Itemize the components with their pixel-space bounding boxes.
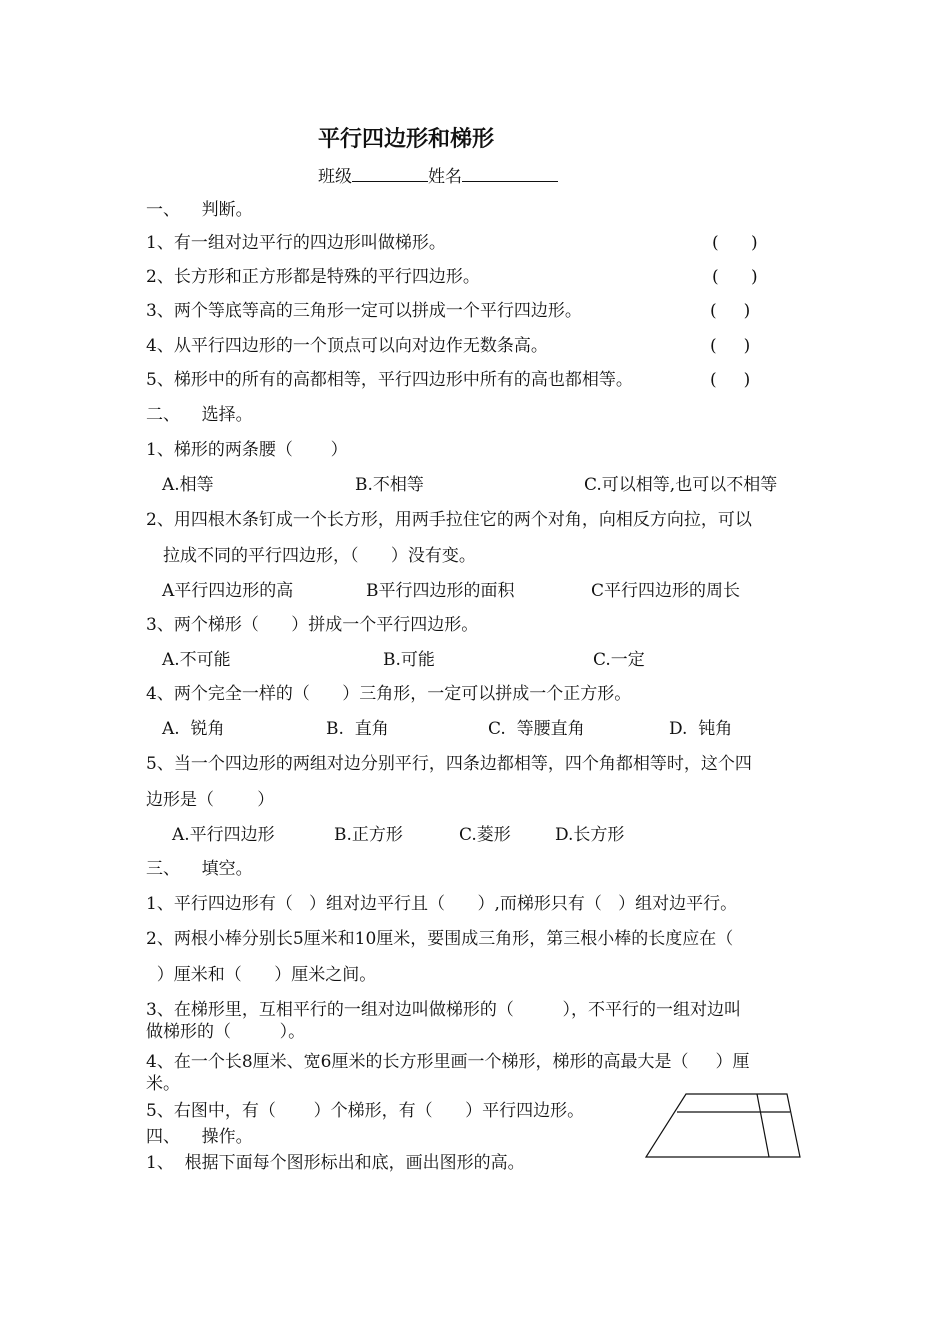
judge-question-4: 4、从平行四边形的一个顶点可以向对边作无数条高。 xyxy=(146,336,548,356)
judge-question-3: 3、两个等底等高的三角形一定可以拼成一个平行四边形。 xyxy=(146,301,582,321)
operation-question-1: 1、 根据下面每个图形标出和底，画出图形的高。 xyxy=(146,1153,525,1173)
trapezoid-figure xyxy=(640,1090,810,1162)
class-label: 班级 xyxy=(318,167,352,187)
choice-1-option-c[interactable]: C.可以相等,也可以不相等 xyxy=(584,475,778,495)
fill-question-1: 1、平行四边形有（ ）组对边平行且（ ）,而梯形只有（ ）组对边平行。 xyxy=(146,894,738,914)
page-title: 平行四边形和梯形 xyxy=(318,127,495,152)
name-blank[interactable] xyxy=(462,163,558,182)
choice-5-option-c[interactable]: C.菱形 xyxy=(459,825,511,845)
section-2-heading: 二、 选择。 xyxy=(146,405,253,425)
fill-question-4-line-1: 4、在一个长8厘米、宽6厘米的长方形里画一个梯形，梯形的高最大是（ ）厘 xyxy=(146,1052,750,1072)
fill-question-3-line-2: 做梯形的（ ）。 xyxy=(146,1022,306,1042)
choice-3-option-c[interactable]: C.一定 xyxy=(593,650,645,670)
judge-answer-5[interactable]: ( ) xyxy=(710,370,751,390)
fill-question-2-line-2: ）厘米和（ ）厘米之间。 xyxy=(146,965,377,985)
fill-question-4-line-2: 米。 xyxy=(146,1074,180,1094)
student-info-line xyxy=(318,163,558,188)
fill-question-3-line-1: 3、在梯形里，互相平行的一组对边叫做梯形的（ ），不平行的一组对边叫 xyxy=(146,1000,741,1020)
choice-question-3: 3、两个梯形（ ）拼成一个平行四边形。 xyxy=(146,615,479,635)
choice-3-option-b[interactable]: B.可能 xyxy=(383,650,435,670)
slanted-divider xyxy=(757,1094,769,1157)
section-3-heading: 三、 填空。 xyxy=(146,859,253,879)
choice-4-option-a[interactable]: A. 锐角 xyxy=(162,719,225,739)
choice-question-5-line-1: 5、当一个四边形的两组对边分别平行，四条边都相等，四个角都相等时，这个四 xyxy=(146,754,752,774)
judge-answer-4[interactable]: ( ) xyxy=(710,336,751,356)
fill-question-5: 5、右图中，有（ ）个梯形，有（ ）平行四边形。 xyxy=(146,1101,585,1121)
judge-answer-3[interactable]: ( ) xyxy=(710,301,751,321)
name-label: 姓名 xyxy=(428,167,462,187)
choice-3-option-a[interactable]: A.不可能 xyxy=(162,650,231,670)
choice-2-option-c[interactable]: C平行四边形的周长 xyxy=(591,581,741,601)
fill-question-2-line-1: 2、两根小棒分别长5厘米和10厘米，要围成三角形，第三根小棒的长度应在（ xyxy=(146,929,734,949)
section-1-heading: 一、 判断。 xyxy=(146,200,253,220)
choice-4-option-d[interactable]: D. 钝角 xyxy=(669,719,733,739)
judge-question-1: 1、有一组对边平行的四边形叫做梯形。 xyxy=(146,233,446,253)
outer-trapezoid xyxy=(646,1094,800,1157)
choice-1-option-b[interactable]: B.不相等 xyxy=(355,475,424,495)
judge-answer-2[interactable]: ( ) xyxy=(712,267,758,287)
choice-5-option-a[interactable]: A.平行四边形 xyxy=(172,825,275,845)
judge-answer-1[interactable]: ( ) xyxy=(712,233,758,253)
choice-question-1: 1、梯形的两条腰（ ） xyxy=(146,440,348,460)
class-blank[interactable] xyxy=(352,163,428,182)
choice-4-option-c[interactable]: C. 等腰直角 xyxy=(488,719,585,739)
judge-question-2: 2、长方形和正方形都是特殊的平行四边形。 xyxy=(146,267,480,287)
choice-question-4: 4、两个完全一样的（ ）三角形，一定可以拼成一个正方形。 xyxy=(146,684,632,704)
section-4-heading: 四、 操作。 xyxy=(146,1127,253,1147)
choice-1-option-a[interactable]: A.相等 xyxy=(162,475,214,495)
choice-2-option-b[interactable]: B平行四边形的面积 xyxy=(366,581,515,601)
choice-question-2-line-1: 2、用四根木条钉成一个长方形，用两手拉住它的两个对角，向相反方向拉，可以 xyxy=(146,510,752,530)
choice-question-5-line-2: 边形是（ ） xyxy=(146,790,275,810)
choice-5-option-b[interactable]: B.正方形 xyxy=(334,825,403,845)
choice-5-option-d[interactable]: D.长方形 xyxy=(555,825,625,845)
choice-4-option-b[interactable]: B. 直角 xyxy=(326,719,389,739)
choice-2-option-a[interactable]: A平行四边形的高 xyxy=(162,581,294,601)
choice-question-2-line-2: 拉成不同的平行四边形，（ ）没有变。 xyxy=(163,546,476,566)
judge-question-5: 5、梯形中的所有的高都相等，平行四边形中所有的高也都相等。 xyxy=(146,370,633,390)
